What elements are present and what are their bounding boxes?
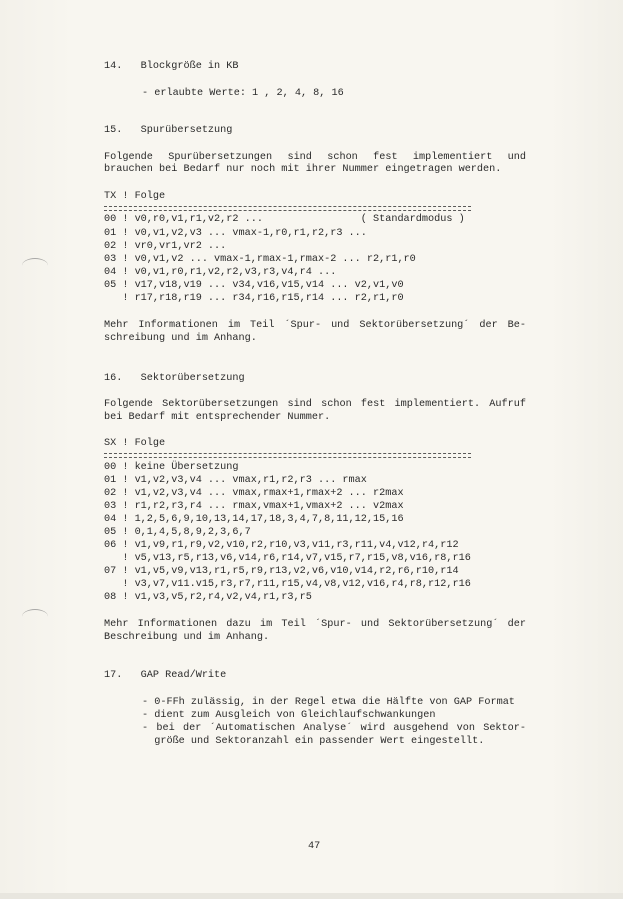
sx-table-header: SX ! Folge bbox=[104, 438, 166, 449]
section-15-more-info-line-2: schreibung und im Anhang. bbox=[104, 333, 257, 344]
sx-table-row: 01 ! v1,v2,v3,v4 ... vmax,r1,r2,r3 ... rmax bbox=[104, 475, 367, 486]
page-bottom-edge bbox=[0, 893, 623, 899]
section-17-bullet-continuation: größe und Sektoranzahl ein passender Wert eingestellt. bbox=[142, 736, 485, 747]
section-16-more-info-line-2: Beschreibung und im Anhang. bbox=[104, 632, 270, 643]
sx-table-row: 02 ! v1,v2,v3,v4 ... vmax,rmax+1,rmax+2 ... r2max bbox=[104, 488, 404, 499]
section-16-intro-line-2: bei Bedarf mit entsprechender Nummer. bbox=[104, 412, 331, 423]
sx-table-row: 04 ! 1,2,5,6,9,10,13,14,17,18,3,4,7,8,11,12,15,16 bbox=[104, 514, 404, 525]
section-16-more-info-line-1: Mehr Informationen dazu im Teil ´Spur- und Sektorübersetzung´ der bbox=[104, 619, 526, 630]
sx-table-row: 03 ! r1,r2,r3,r4 ... rmax,vmax+1,vmax+2 ... v2max bbox=[104, 501, 404, 512]
tx-table-row: 04 ! v0,v1,r0,r1,v2,r2,v3,r3,v4,r4 ... bbox=[104, 267, 337, 278]
tx-table-rule bbox=[104, 206, 471, 211]
section-17-bullet: - bei der ´Automatischen Analyse´ wird ausgehend von Sektor- bbox=[142, 723, 526, 734]
section-14-heading: 14. Blockgröße in KB bbox=[104, 61, 239, 72]
sx-table-row: 05 ! 0,1,4,5,8,9,2,3,6,7 bbox=[104, 527, 251, 538]
section-16-heading: 16. Sektorübersetzung bbox=[104, 373, 245, 384]
sx-table-row: ! v3,v7,v11.v15,r3,r7,r11,r15,v4,v8,v12,v16,r4,r8,r12,r16 bbox=[104, 579, 471, 590]
section-14-allowed-values: - erlaubte Werte: 1 , 2, 4, 8, 16 bbox=[142, 88, 344, 99]
section-15-intro-line-1: Folgende Spurübersetzungen sind schon fest implementiert und bbox=[104, 152, 526, 163]
tx-table-header: TX ! Folge bbox=[104, 191, 166, 202]
section-15-more-info-line-1: Mehr Informationen im Teil ´Spur- und Sektorübersetzung´ der Be- bbox=[104, 320, 526, 331]
section-17-bullet: - 0-FFh zulässig, in der Regel etwa die Hälfte von GAP Format bbox=[142, 697, 515, 708]
section-16-intro-line-1: Folgende Sektorübersetzungen sind schon fest implementiert. Aufruf bbox=[104, 399, 526, 410]
tx-table-row: 01 ! v0,v1,v2,v3 ... vmax-1,r0,r1,r2,r3 ... bbox=[104, 228, 367, 239]
punch-hole-mark bbox=[22, 609, 48, 624]
sx-table-row: ! v5,v13,r5,r13,v6,v14,r6,r14,v7,v15,r7,r15,v8,v16,r8,r16 bbox=[104, 553, 471, 564]
section-15-intro-line-2: brauchen bei Bedarf nur noch mit ihrer Nummer eingetragen werden. bbox=[104, 164, 502, 175]
sx-table-row: 06 ! v1,v9,r1,r9,v2,v10,r2,r10,v3,v11,r3,r11,v4,v12,r4,r12 bbox=[104, 540, 459, 551]
section-17-bullet: - dient zum Ausgleich von Gleichlaufschwankungen bbox=[142, 710, 436, 721]
tx-table-row: ! r17,r18,r19 ... r34,r16,r15,r14 ... r2,r1,r0 bbox=[104, 293, 404, 304]
section-15-heading: 15. Spurübersetzung bbox=[104, 125, 233, 136]
tx-table-row: 05 ! v17,v18,v19 ... v34,v16,v15,v14 ... v2,v1,v0 bbox=[104, 280, 404, 291]
tx-table-row: 03 ! v0,v1,v2 ... vmax-1,rmax-1,rmax-2 ... r2,r1,r0 bbox=[104, 254, 416, 265]
punch-hole-mark bbox=[22, 258, 48, 273]
sx-table-row: 08 ! v1,v3,v5,r2,r4,v2,v4,r1,r3,r5 bbox=[104, 592, 312, 603]
sx-table-row: 07 ! v1,v5,v9,v13,r1,r5,r9,r13,v2,v6,v10,v14,r2,r6,r10,r14 bbox=[104, 566, 459, 577]
tx-table-row: 00 ! v0,r0,v1,r1,v2,r2 ... ( Standardmodus ) bbox=[104, 214, 465, 225]
page-number: 47 bbox=[308, 841, 321, 852]
tx-table-row: 02 ! vr0,vr1,vr2 ... bbox=[104, 241, 227, 252]
sx-table-row: 00 ! keine Übersetzung bbox=[104, 462, 239, 473]
section-17-heading: 17. GAP Read/Write bbox=[104, 670, 227, 681]
sx-table-rule bbox=[104, 453, 471, 458]
